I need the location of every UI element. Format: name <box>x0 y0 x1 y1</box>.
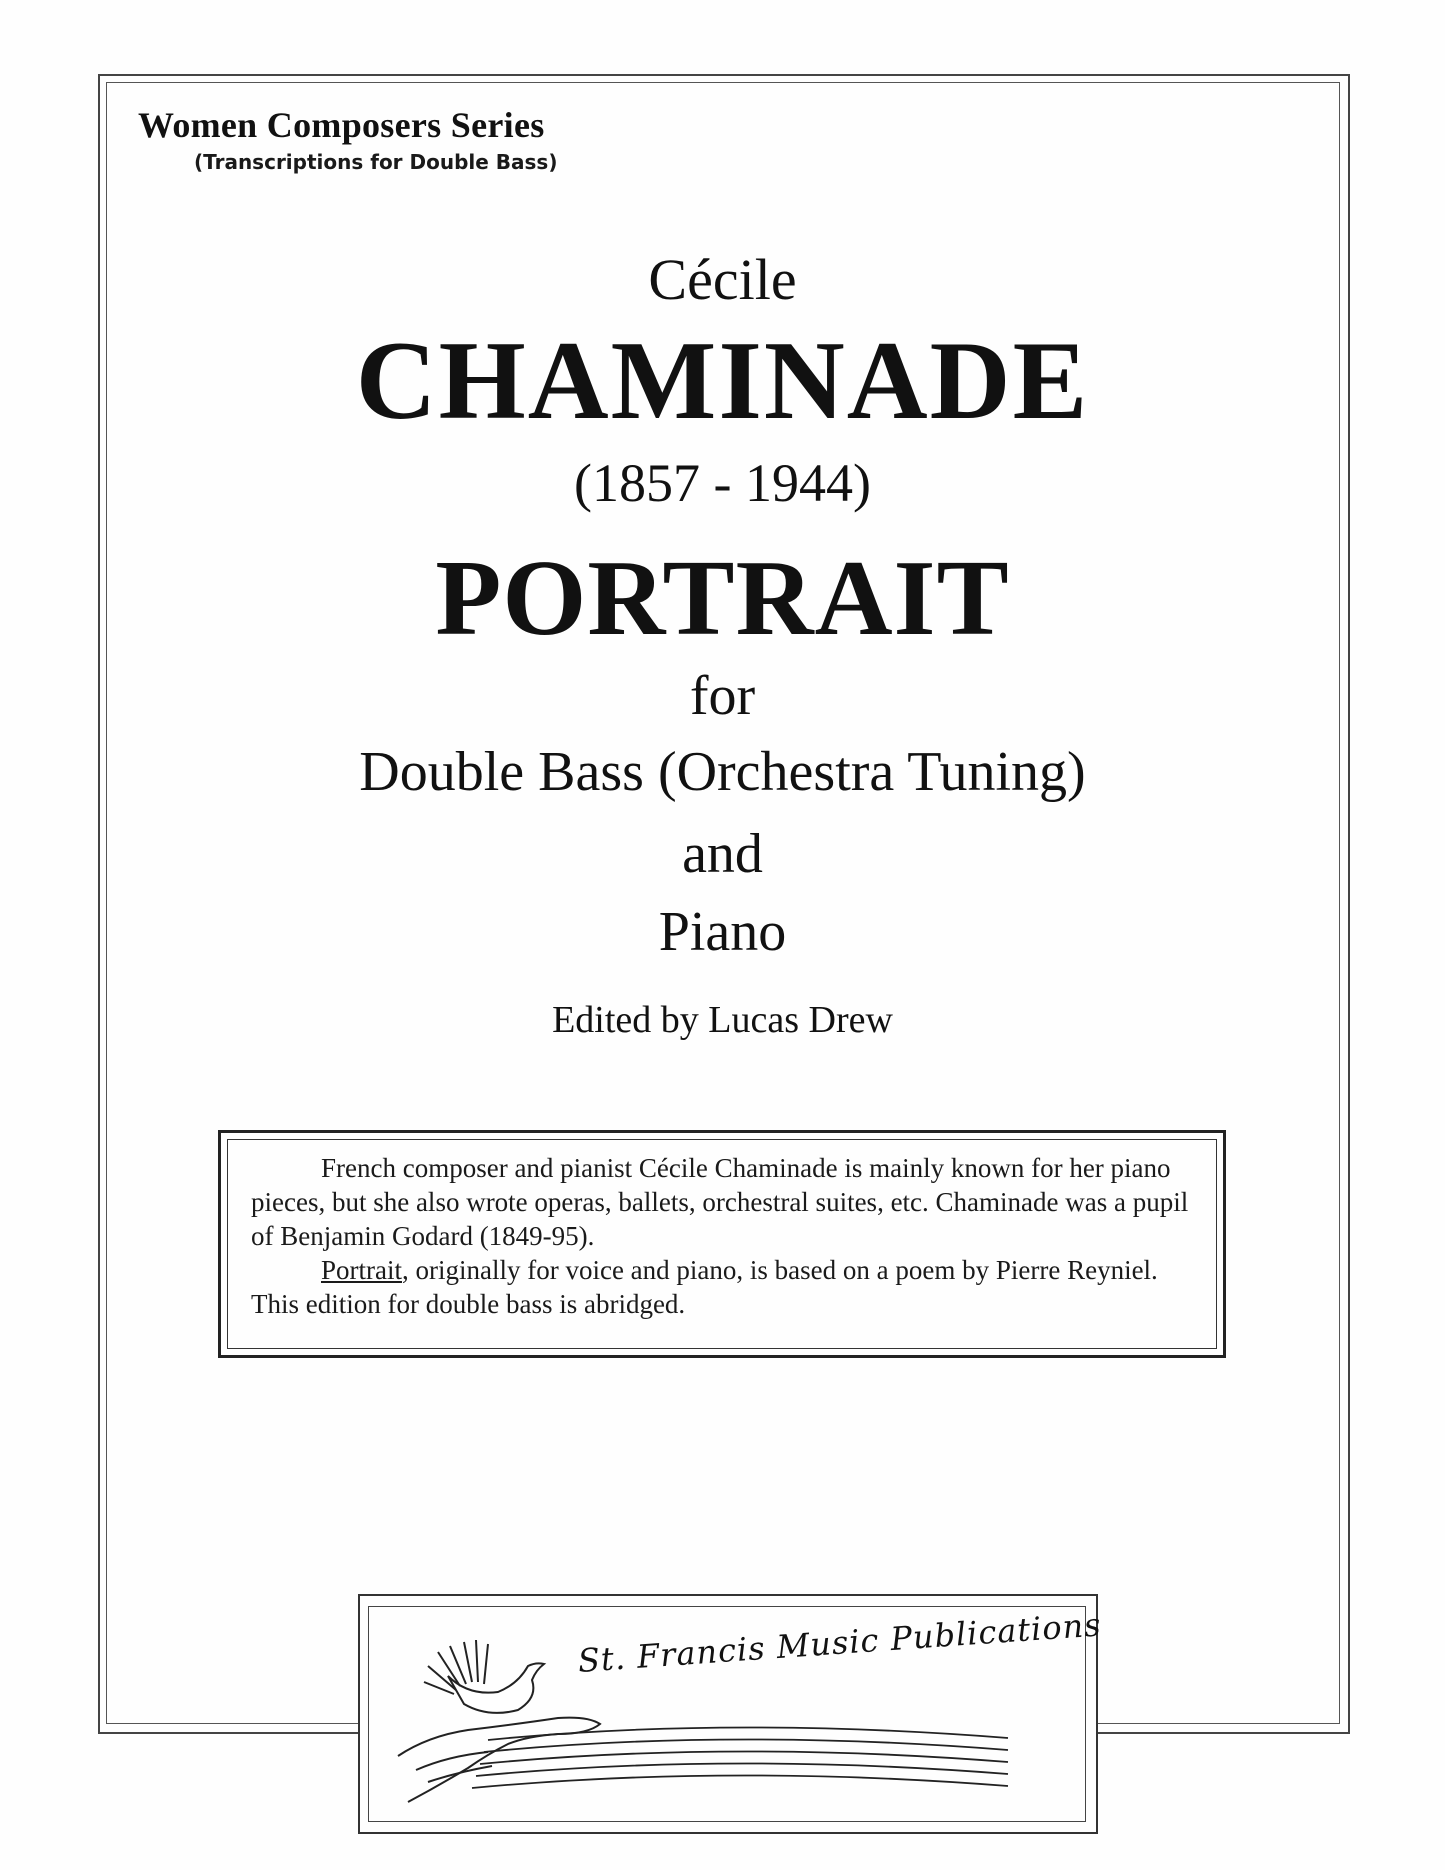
series-title: Women Composers Series <box>138 105 545 145</box>
notes-paragraph-1: French composer and pianist Cécile Chaminade is mainly known for her piano pieces, but she also wrote operas, ballets, orchestral suites, etc. Chaminade was a pupil of Benjamin Godard (1849-95). <box>251 1153 1189 1251</box>
composer-surname: CHAMINADE <box>355 319 1090 443</box>
for-label: for <box>689 665 756 727</box>
program-notes-text <box>251 1151 1191 1321</box>
composer-dates: (1857 - 1944) <box>574 453 871 513</box>
series-subtitle: (Transcriptions for Double Bass) <box>194 150 558 174</box>
staff-lines-icon <box>472 1727 1008 1788</box>
editor-credit: Edited by Lucas Drew <box>552 999 893 1041</box>
composer-first-name: Cécile <box>648 247 797 312</box>
publisher-name: St. Francis Music Publications <box>576 1605 1103 1680</box>
piano-label: Piano <box>658 901 787 963</box>
dove-hand-icon <box>398 1640 600 1802</box>
instrument-label: Double Bass (Orchestra Tuning) <box>359 741 1086 803</box>
notes-work-title: Portrait <box>321 1255 402 1285</box>
program-notes-box <box>218 1130 1226 1358</box>
and-label: and <box>682 823 763 885</box>
work-title: PORTRAIT <box>435 539 1010 658</box>
notes-paragraph-2-rest: , originally for voice and piano, is based on a poem by Pierre Reyniel. This edition for double bass is abridged. <box>251 1255 1158 1319</box>
notes-paragraph-2 <box>251 1253 1191 1321</box>
